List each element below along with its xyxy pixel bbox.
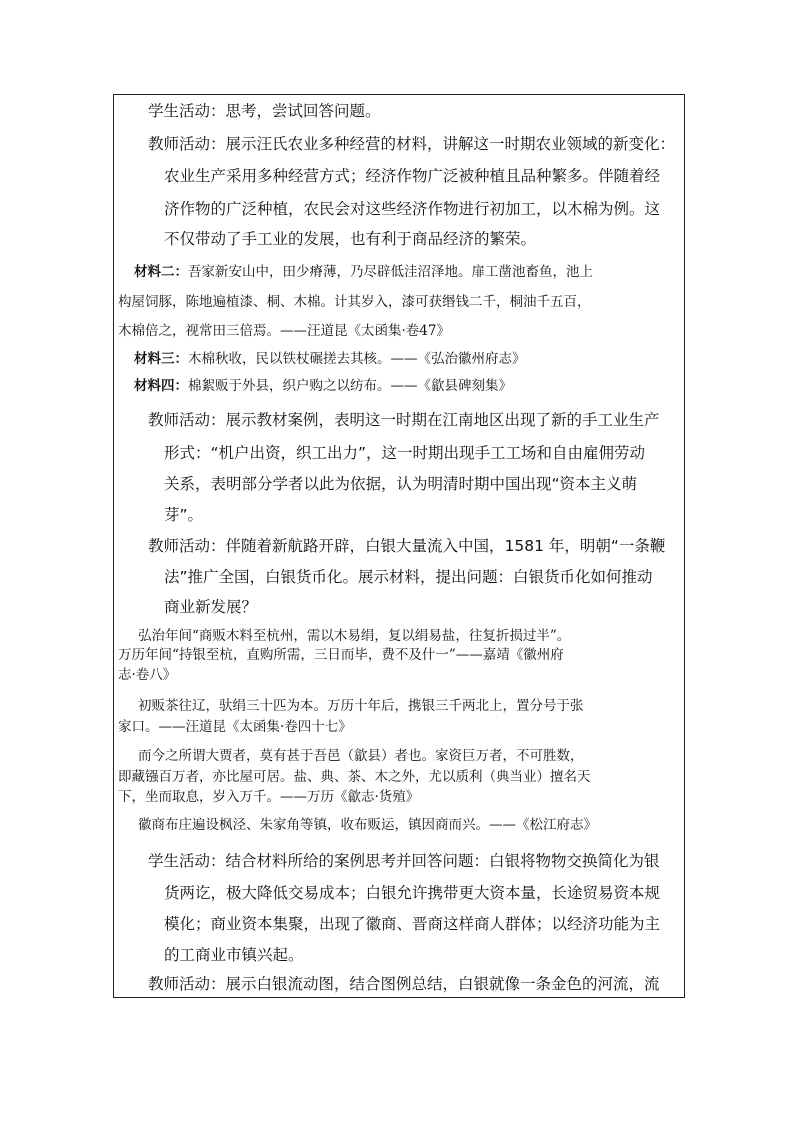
teacher-activity-2: 教师活动：展示教材案例，表明这一时期在江南地区出现了新的手工业生产: [148, 411, 660, 429]
quote-3-line3: 下，坐而取息，岁入万千。——万历《歙志·货殖》: [118, 789, 420, 805]
material-2-line3: 木棉倍之，视常田三倍焉。——汪道昆《太函集·卷47》: [118, 323, 450, 339]
material-3-text: 木棉秋收，民以铁杖碾搓去其核。——《弘治徽州府志》: [188, 351, 526, 367]
material-4: [134, 376, 512, 396]
student-activity-2: 学生活动：结合材料所给的案例思考并回答问题：白银将物物交换简化为银: [148, 852, 660, 870]
material-2-line2: 构屋饲豚，陈地遍植漆、桐、木棉。计其岁入，漆可获缗钱二千，桐油千五百，: [118, 294, 591, 310]
quote-2-line1: 初贩茶往辽，驮绢三十匹为本。万历十年后，携银三千两北上，置分号于张: [138, 698, 584, 714]
student-activity-1: 学生活动：思考，尝试回答问题。: [148, 102, 381, 120]
student-activity-2-line2: 货两讫，极大降低交易成本；白银允许携带更大资本量，长途贸易资本规: [164, 884, 661, 902]
teacher-activity-1-line3: 济作物的广泛种植，农民会对这些经济作物进行初加工，以木棉为例。这: [164, 200, 661, 218]
teacher-activity-4: 教师活动：展示白银流动图，结合图例总结，白银就像一条金色的河流，流: [148, 975, 660, 993]
quote-1-line1: 弘治年间“商贩木料至杭州，需以木易绢，复以绢易盐，往复折损过半”。: [138, 628, 571, 644]
quote-2-line2: 家口。——汪道昆《太函集·卷四十七》: [118, 719, 352, 735]
teacher-activity-3-line3: 商业新发展？: [164, 598, 258, 616]
teacher-activity-2-line3: 关系，表明部分学者以此为依据，认为明清时期中国出现“资本主义萌: [164, 475, 638, 493]
teacher-activity-2-line4: 芽”。: [164, 506, 204, 524]
material-2-label: 材料二：: [134, 264, 188, 280]
material-3-label: 材料三：: [134, 351, 188, 367]
teacher-activity-3: 教师活动：伴随着新航路开辟，白银大量流入中国，1581 年，明朝“一条鞭: [148, 537, 666, 555]
teacher-activity-3-line2: 法”推广全国，白银货币化。展示材料，提出问题：白银货币化如何推动: [164, 568, 653, 586]
material-2: [134, 262, 593, 282]
quote-3-line2: 即藏镪百万者，亦比屋可居。盐、典、茶、木之外，尤以质利（典当业）擅名天: [118, 769, 591, 785]
teacher-activity-1-line2: 农业生产采用多种经营方式；经济作物广泛被种植且品种繁多。伴随着经: [164, 167, 661, 185]
material-3: [134, 349, 526, 369]
quote-4: 徽商布庄遍设枫泾、朱家角等镇，收布贩运，镇因商而兴。——《松江府志》: [138, 817, 597, 833]
quote-3-line1: 而今之所谓大贾者，莫有甚于吾邑（歙县）者也。家资巨万者，不可胜数，: [138, 748, 584, 764]
student-activity-2-line4: 的工商业市镇兴起。: [164, 946, 304, 964]
quote-1-line2: 万历年间“持银至杭，直购所需，三日而毕，费不及什一”——嘉靖《徽州府: [118, 647, 564, 663]
teacher-activity-2-line2: 形式：“机户出资，织工出力”，这一时期出现手工工场和自由雇佣劳动: [164, 444, 646, 462]
student-activity-2-line3: 模化；商业资本集聚，出现了徽商、晋商这样商人群体；以经济功能为主: [164, 915, 661, 933]
quote-1-line3: 志·卷八》: [118, 667, 177, 683]
material-2-line1: 吾家新安山中，田少瘠薄，乃尽辟低洼沼泽地。扉工凿池畜鱼，池上: [188, 264, 593, 280]
teacher-activity-1: 教师活动：展示汪氏农业多种经营的材料，讲解这一时期农业领域的新变化：: [148, 135, 676, 153]
teacher-activity-1-line4: 不仅带动了手工业的发展，也有利于商品经济的繁荣。: [164, 230, 537, 248]
material-4-text: 棉絮贩于外县，织户购之以纺布。——《歙县碑刻集》: [188, 378, 512, 394]
material-4-label: 材料四：: [134, 378, 188, 394]
